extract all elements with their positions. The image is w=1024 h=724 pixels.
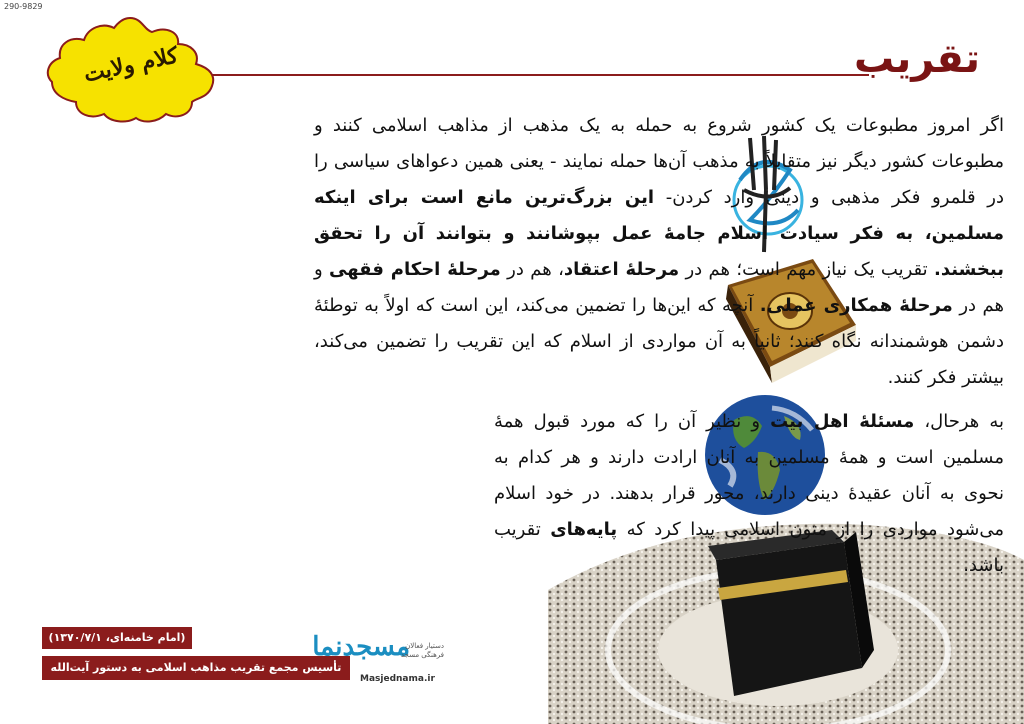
p2-segment: پایه‌های <box>550 519 618 540</box>
page-title: تقریب <box>853 36 980 82</box>
document-code: 290-9829 <box>4 2 43 11</box>
p2-segment: به هرحال، <box>914 411 1004 432</box>
p1-segment: اگر امروز مطبوعات یک کشور شروع به حمله به یک مذهب از مذاهب اسلامی کنند و مطبوعات کشور دیگر نیز متقابلاً به مذهب آن‌ها حمله نمایند - یعنی همین دعواهای سیاسی را در قلمرو فکر مذهبی و دینی وارد کردن- <box>314 115 1004 208</box>
header-rule <box>212 74 869 76</box>
p1-segment: ، هم در <box>500 259 564 280</box>
p2-segment: و نظیر آن را که مورد قبول همهٔ مسلمین است و همهٔ مسلمین به آنان ارادت دارند و هر کدام به نحوی به آنان عقیدهٔ دینی دارند، محور قرار بدهند. در خود اسلام می‌شود مواردی را از متون اسلامی پیدا کرد که <box>494 411 1004 540</box>
paragraph-2 <box>494 404 1004 584</box>
masjednama-logo[interactable] <box>312 632 468 688</box>
p1-segment: مرحلهٔ اعتقاد <box>563 259 680 280</box>
p2-segment: تقریب باشد. <box>494 519 1004 576</box>
paragraph-1 <box>314 108 1004 396</box>
logo-wordmark: مسجدنما <box>312 632 410 662</box>
badge-label: کلام ولایت <box>81 42 181 88</box>
logo-tagline: دستیار فعالان فرهنگی مسجد <box>400 642 444 659</box>
p2-segment: مسئلهٔ اهل بیت <box>770 411 915 432</box>
p1-segment: این بزرگ‌ترین مانع است برای اینکه مسلمین، به فکر سیادت اسلام جامهٔ عمل بپوشانند و بتوانند آن را تحقق ببخشند. <box>314 187 1005 280</box>
body-text <box>314 108 1004 584</box>
logo-url[interactable]: Masjednama.ir <box>360 674 435 684</box>
p1-segment: مرحلهٔ احکام فقهی <box>329 259 501 280</box>
p1-segment: و هم در <box>314 259 1004 316</box>
citation-label: (امام خامنه‌ای، ۱۳۷۰/۷/۱) <box>42 627 192 649</box>
p1-segment: تقریب یک نیاز مهم است؛ هم در <box>679 259 935 280</box>
footer-note: تأسیس مجمع تقریب مذاهب اسلامی به دستور آیت‌الله خامنه‌ای <box>42 656 350 680</box>
p1-segment: مرحلهٔ همکاری عملی. <box>759 295 953 316</box>
p1-segment: آنچه که این‌ها را تضمین می‌کند، این است که اولاً به توطئهٔ دشمن هوشمندانه نگاه کنند؛ ثانیاً به آن مواردی از اسلام که این تقریب را تضمین می‌کند، بیشتر فکر کنند. <box>314 295 1004 388</box>
